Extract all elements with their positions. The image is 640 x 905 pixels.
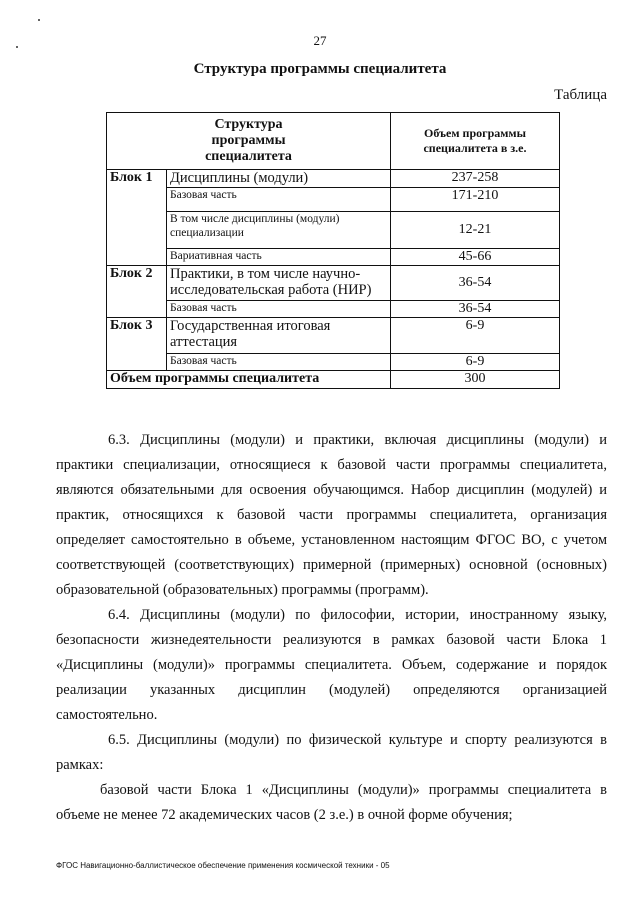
- paragraph: 6.3. Дисциплины (модули) и практики, включая дисциплины (модули) и практики специализации, относящиеся к базовой части программы специалитета, являются обязательными для освоения обучающимся. Набор дисциплин (модулей) и практик, относящихся к базовой части программы специалитета, организация определяет самостоятельно в объеме, установленном настоящим ФГОС ВО, с учетом соответствующей (соответствующих) примерной (примерных) основной (основных) образовательной (образовательных) программы (программ).: [56, 432, 607, 598]
- header-structure: Структура программы специалитета: [107, 113, 391, 170]
- paragraph: базовой части Блока 1 «Дисциплины (модули)» программы специалитета в объеме не менее 72 академических часов (2 з.е.) в очной форме обучения;: [56, 782, 607, 823]
- block-cell: Блок 3: [107, 318, 167, 371]
- table-row: [107, 188, 560, 212]
- block-cell: Блок 1: [107, 170, 167, 266]
- total-value: 300: [391, 371, 560, 389]
- value-cell: 171-210: [391, 188, 560, 212]
- body-text: [56, 428, 607, 828]
- item-cell: Базовая часть: [167, 188, 391, 212]
- value-cell: 237-258: [391, 170, 560, 188]
- value-cell: 36-54: [391, 266, 560, 301]
- page-number: 27: [313, 33, 327, 48]
- item-cell: Вариативная часть: [167, 249, 391, 266]
- header-volume: Объем программы специалитета в з.е.: [391, 113, 560, 170]
- item-cell: В том числе дисциплины (модули) специализации: [167, 212, 391, 249]
- paragraph: 6.4. Дисциплины (модули) по философии, истории, иностранному языку, безопасности жизнедеятельности реализуются в рамках базовой части Блока 1 «Дисциплины (модули)» программы специалитета. Объем, содержание и порядок реализации указанных дисциплин (модулей) определяются организацией самостоятельно.: [56, 607, 607, 723]
- paragraph: 6.5. Дисциплины (модули) по физической культуре и спорту реализуются в рамках:: [56, 732, 607, 773]
- scan-speck: [38, 19, 40, 21]
- value-cell: 45-66: [391, 249, 560, 266]
- block-cell: Блок 2: [107, 266, 167, 318]
- item-cell: Дисциплины (модули): [167, 170, 391, 188]
- total-label: Объем программы специалитета: [107, 371, 391, 389]
- table-total-row: [107, 371, 560, 389]
- item-cell: Практики, в том числе научно-исследовательская работа (НИР): [167, 266, 391, 301]
- item-cell: Базовая часть: [167, 354, 391, 371]
- table-label: Таблица: [554, 87, 607, 103]
- value-cell: 6-9: [391, 354, 560, 371]
- value-cell: 36-54: [391, 301, 560, 318]
- value-cell: 6-9: [391, 318, 560, 354]
- table-row: [107, 170, 560, 188]
- program-structure-table: [106, 112, 560, 389]
- value-cell: 12-21: [391, 212, 560, 249]
- table-header-row: [107, 113, 560, 170]
- page-title: Структура программы специалитета: [193, 61, 447, 77]
- table-row: [107, 249, 560, 266]
- item-cell: Государственная итоговая аттестация: [167, 318, 391, 354]
- table-row: [107, 318, 560, 354]
- table-row: [107, 212, 560, 249]
- footer: ФГОС Навигационно-баллистическое обеспечение применения космической техники - 05: [56, 861, 390, 870]
- table-row: [107, 266, 560, 301]
- table-row: [107, 301, 560, 318]
- table-row: [107, 354, 560, 371]
- item-cell: Базовая часть: [167, 301, 391, 318]
